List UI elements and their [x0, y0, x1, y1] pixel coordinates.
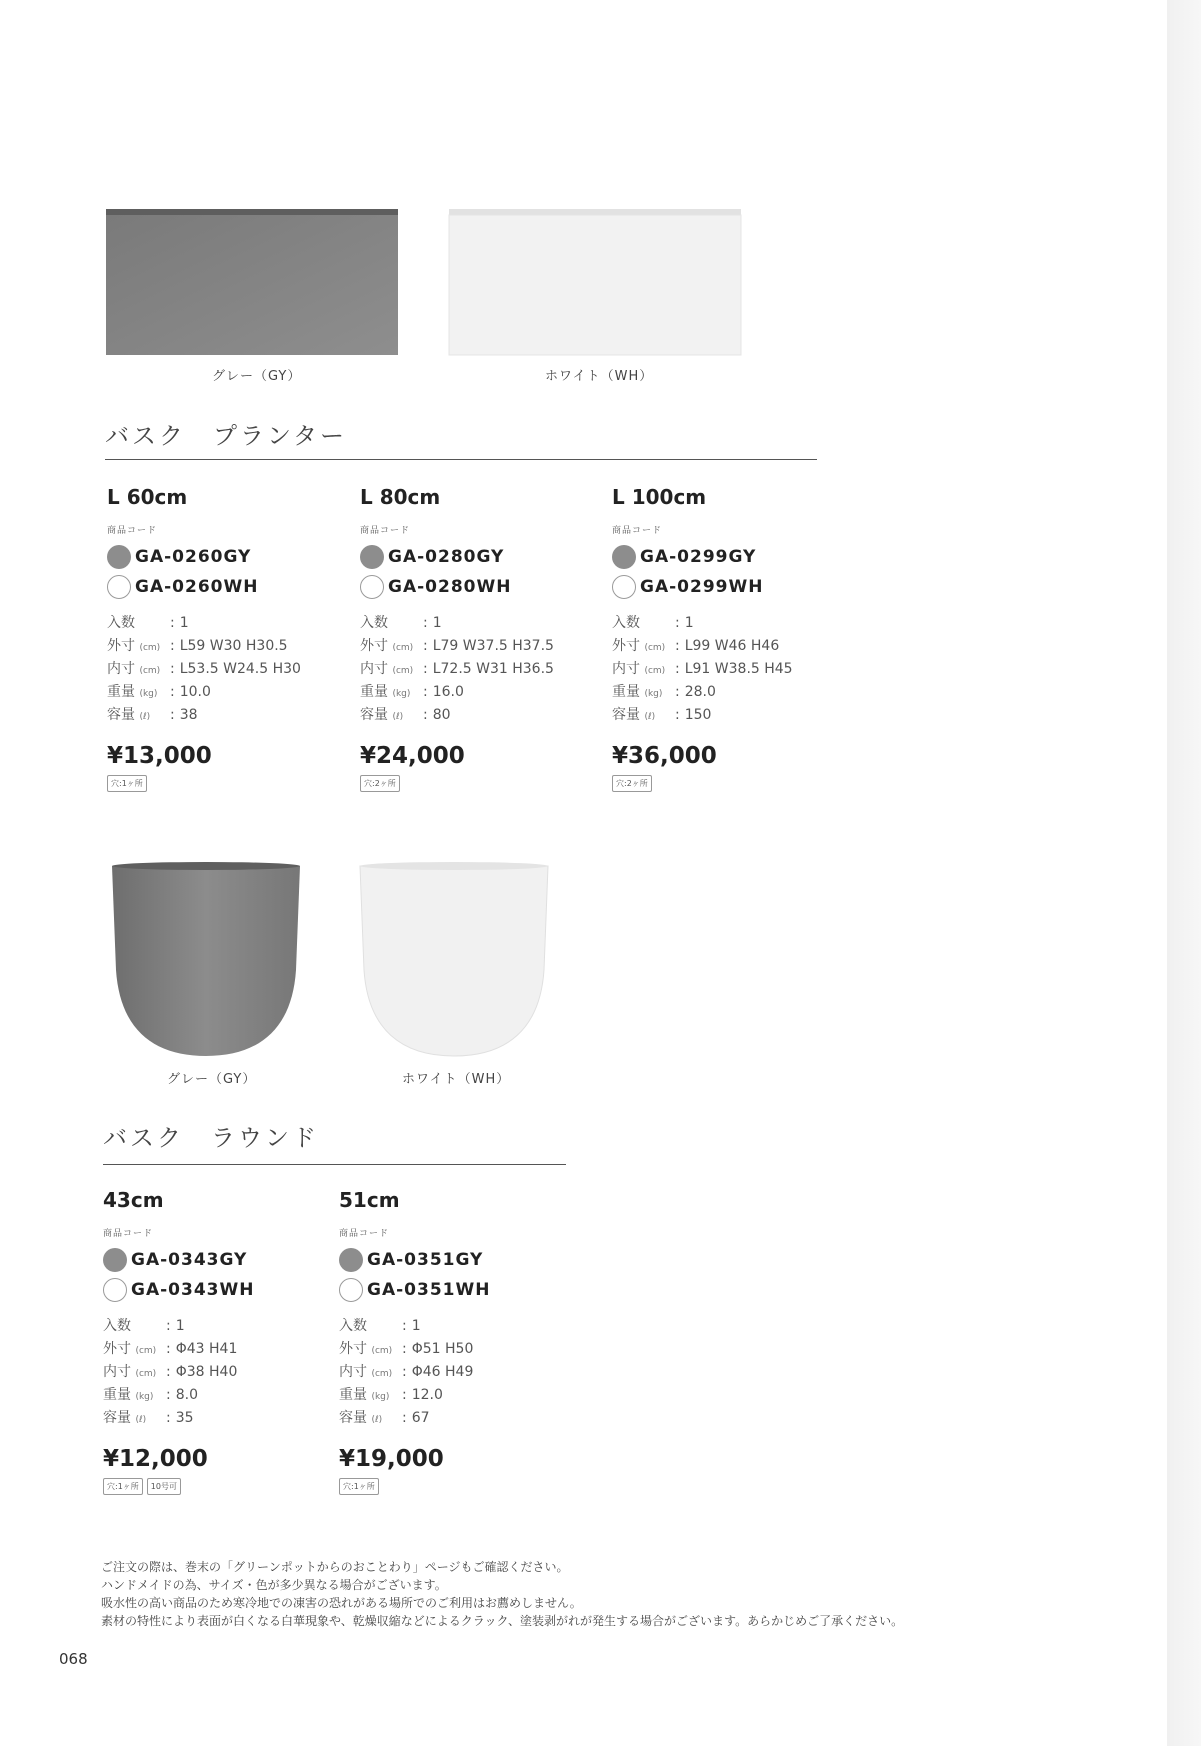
spec-outer: L99 W46 H46 [684, 638, 780, 654]
spec-inner-unit: (cm) [135, 1369, 157, 1379]
spec-weight: 8.0 [175, 1387, 198, 1403]
spec-outer-unit: (cm) [644, 643, 666, 653]
product-code-label: 商品コード [339, 1229, 390, 1239]
page-number: 068 [59, 1650, 88, 1668]
product-code-white: GA-0343WH [131, 1280, 255, 1300]
photo-caption-gray: グレー（GY） [167, 1072, 257, 1087]
note-line: ご注文の際は、巻末の「グリーンポットからのおことわり」ページもご確認ください。 [101, 1560, 569, 1574]
product-block: L 60cm 商品コード GA-0260GY GA-0260WH 入数 : 1 外寸 (cm) : L59 W30 H30.5 内寸 (cm) : L53.5 W24.5 H30 重量 (kg) : 10.0 容量 (ℓ) : 38 ¥13,000 穴:1ヶ所 [107, 485, 301, 792]
spec-capacity-label: 容量 [103, 1410, 131, 1426]
spec-qty-label: 入数 [360, 615, 388, 631]
spec-qty-label: 入数 [612, 615, 640, 631]
spec-weight-unit: (kg) [644, 689, 663, 699]
spec-weight-unit: (kg) [371, 1392, 390, 1402]
photo-caption-white: ホワイト（WH） [402, 1072, 511, 1087]
spec-capacity-unit: (ℓ) [392, 712, 404, 722]
product-size: L 80cm [360, 485, 441, 509]
badge-hole: 穴:1ヶ所 [103, 1478, 143, 1495]
spec-outer: Φ43 H41 [175, 1341, 238, 1357]
product-code-label: 商品コード [360, 526, 411, 536]
section-title-planter: バスク プランター [105, 422, 348, 450]
spec-weight-label: 重量 [612, 684, 640, 700]
planter-box-white-icon [445, 205, 745, 360]
spec-qty: 1 [432, 615, 442, 631]
white-swatch-icon [612, 575, 636, 599]
product-code-gray: GA-0280GY [388, 547, 505, 567]
product-code-label: 商品コード [107, 526, 158, 536]
spec-weight: 12.0 [411, 1387, 443, 1403]
spec-inner: L53.5 W24.5 H30 [179, 661, 301, 677]
round-pot-gray-icon [108, 860, 304, 1060]
spec-inner-unit: (cm) [644, 666, 666, 676]
spec-capacity: 67 [411, 1410, 430, 1426]
spec-qty: 1 [411, 1318, 421, 1334]
round-white-photo [356, 860, 552, 1060]
spec-outer: L79 W37.5 H37.5 [432, 638, 554, 654]
badge-hole: 穴:1ヶ所 [107, 775, 147, 792]
spec-weight: 10.0 [179, 684, 211, 700]
gray-swatch-icon [360, 545, 384, 569]
photo-caption-gray: グレー（GY） [212, 369, 302, 384]
badge-size: 10号可 [147, 1478, 181, 1495]
badge-hole: 穴:1ヶ所 [339, 1478, 379, 1495]
spec-outer: Φ51 H50 [411, 1341, 474, 1357]
planter-gray-photo [100, 205, 400, 360]
product-price: ¥13,000 [107, 743, 212, 769]
spec-weight: 28.0 [684, 684, 716, 700]
planter-white-photo [445, 205, 745, 360]
product-block: L 80cm 商品コード GA-0280GY GA-0280WH 入数 : 1 外寸 (cm) : L79 W37.5 H37.5 内寸 (cm) : L72.5 W31 H36.5 重量 (kg) : 16.0 容量 (ℓ) : 80 ¥24,000 穴:2ヶ所 [360, 485, 554, 792]
spec-outer-unit: (cm) [139, 643, 161, 653]
spec-outer-unit: (cm) [371, 1346, 393, 1356]
spec-capacity-unit: (ℓ) [135, 1415, 147, 1425]
spec-inner: L91 W38.5 H45 [684, 661, 793, 677]
product-size: 51cm [339, 1188, 400, 1212]
white-swatch-icon [107, 575, 131, 599]
spec-qty-label: 入数 [103, 1318, 131, 1334]
product-code-white: GA-0280WH [388, 577, 512, 597]
badge-hole: 穴:2ヶ所 [612, 775, 652, 792]
product-price: ¥24,000 [360, 743, 465, 769]
product-code-gray: GA-0260GY [135, 547, 252, 567]
page-edge [1167, 0, 1201, 1746]
spec-inner-label: 内寸 [339, 1364, 367, 1380]
notes [101, 1558, 1101, 1630]
spec-outer-label: 外寸 [107, 638, 135, 654]
spec-inner: Φ46 H49 [411, 1364, 474, 1380]
spec-outer-label: 外寸 [360, 638, 388, 654]
spec-capacity: 35 [175, 1410, 194, 1426]
photo-caption-white: ホワイト（WH） [545, 369, 654, 384]
spec-qty: 1 [175, 1318, 185, 1334]
section-rule [103, 1164, 566, 1165]
spec-weight-unit: (kg) [139, 689, 158, 699]
note-line: 吸水性の高い商品のため寒冷地での凍害の恐れがある場所でのご利用はお薦めしません。 [101, 1596, 582, 1610]
product-block: 43cm 商品コード GA-0343GY GA-0343WH 入数 : 1 外寸 (cm) : Φ43 H41 内寸 (cm) : Φ38 H40 重量 (kg) : 8.0 容量 (ℓ) : 35 ¥12,000 穴:1ヶ所 10号可 [103, 1188, 254, 1495]
product-code-white: GA-0299WH [640, 577, 764, 597]
product-price: ¥12,000 [103, 1446, 208, 1472]
product-code-label: 商品コード [612, 526, 663, 536]
spec-weight-label: 重量 [103, 1387, 131, 1403]
spec-outer-label: 外寸 [103, 1341, 131, 1357]
product-code-white: GA-0351WH [367, 1280, 491, 1300]
gray-swatch-icon [103, 1248, 127, 1272]
section-title-round: バスク ラウンド [103, 1124, 319, 1152]
product-price: ¥19,000 [339, 1446, 444, 1472]
product-size: L 100cm [612, 485, 707, 509]
spec-outer-unit: (cm) [392, 643, 414, 653]
gray-swatch-icon [612, 545, 636, 569]
spec-inner-unit: (cm) [392, 666, 414, 676]
section-rule [105, 459, 817, 460]
spec-outer: L59 W30 H30.5 [179, 638, 288, 654]
spec-weight-unit: (kg) [392, 689, 411, 699]
gray-swatch-icon [339, 1248, 363, 1272]
spec-weight: 16.0 [432, 684, 464, 700]
spec-inner: Φ38 H40 [175, 1364, 238, 1380]
spec-outer-label: 外寸 [339, 1341, 367, 1357]
product-code-label: 商品コード [103, 1229, 154, 1239]
planter-box-gray-icon [100, 205, 400, 360]
spec-inner: L72.5 W31 H36.5 [432, 661, 554, 677]
spec-capacity-unit: (ℓ) [644, 712, 656, 722]
product-block: L 100cm 商品コード GA-0299GY GA-0299WH 入数 : 1 外寸 (cm) : L99 W46 H46 内寸 (cm) : L91 W38.5 H45 重量 (kg) : 28.0 容量 (ℓ) : 150 ¥36,000 穴:2ヶ所 [612, 485, 793, 792]
spec-capacity-label: 容量 [360, 707, 388, 723]
product-code-white: GA-0260WH [135, 577, 259, 597]
white-swatch-icon [360, 575, 384, 599]
spec-inner-unit: (cm) [371, 1369, 393, 1379]
note-line: ハンドメイドの為、サイズ・色が多少異なる場合がございます。 [101, 1578, 447, 1592]
spec-capacity-label: 容量 [339, 1410, 367, 1426]
white-swatch-icon [339, 1278, 363, 1302]
badge-hole: 穴:2ヶ所 [360, 775, 400, 792]
spec-qty: 1 [684, 615, 694, 631]
spec-outer-label: 外寸 [612, 638, 640, 654]
spec-qty: 1 [179, 615, 189, 631]
spec-inner-unit: (cm) [139, 666, 161, 676]
spec-capacity: 38 [179, 707, 198, 723]
product-code-gray: GA-0299GY [640, 547, 757, 567]
spec-capacity: 150 [684, 707, 712, 723]
product-block: 51cm 商品コード GA-0351GY GA-0351WH 入数 : 1 外寸 (cm) : Φ51 H50 内寸 (cm) : Φ46 H49 重量 (kg) : 12.0 容量 (ℓ) : 67 ¥19,000 穴:1ヶ所 [339, 1188, 490, 1495]
spec-inner-label: 内寸 [360, 661, 388, 677]
spec-qty-label: 入数 [107, 615, 135, 631]
spec-weight-label: 重量 [360, 684, 388, 700]
note-line: 素材の特性により表面が白くなる白華現象や、乾燥収縮などによるクラック、塗装剥がれが発生する場合がございます。あらかじめご了承ください。 [101, 1614, 904, 1628]
spec-inner-label: 内寸 [107, 661, 135, 677]
white-swatch-icon [103, 1278, 127, 1302]
spec-weight-unit: (kg) [135, 1392, 154, 1402]
spec-weight-label: 重量 [339, 1387, 367, 1403]
spec-capacity-unit: (ℓ) [139, 712, 151, 722]
gray-swatch-icon [107, 545, 131, 569]
round-gray-photo [108, 860, 304, 1060]
product-price: ¥36,000 [612, 743, 717, 769]
spec-capacity: 80 [432, 707, 451, 723]
spec-inner-label: 内寸 [612, 661, 640, 677]
product-size: L 60cm [107, 485, 188, 509]
spec-outer-unit: (cm) [135, 1346, 157, 1356]
spec-capacity-label: 容量 [612, 707, 640, 723]
product-size: 43cm [103, 1188, 164, 1212]
round-pot-white-icon [356, 860, 552, 1060]
spec-weight-label: 重量 [107, 684, 135, 700]
product-code-gray: GA-0351GY [367, 1250, 484, 1270]
spec-capacity-unit: (ℓ) [371, 1415, 383, 1425]
product-code-gray: GA-0343GY [131, 1250, 248, 1270]
spec-capacity-label: 容量 [107, 707, 135, 723]
spec-qty-label: 入数 [339, 1318, 367, 1334]
spec-inner-label: 内寸 [103, 1364, 131, 1380]
